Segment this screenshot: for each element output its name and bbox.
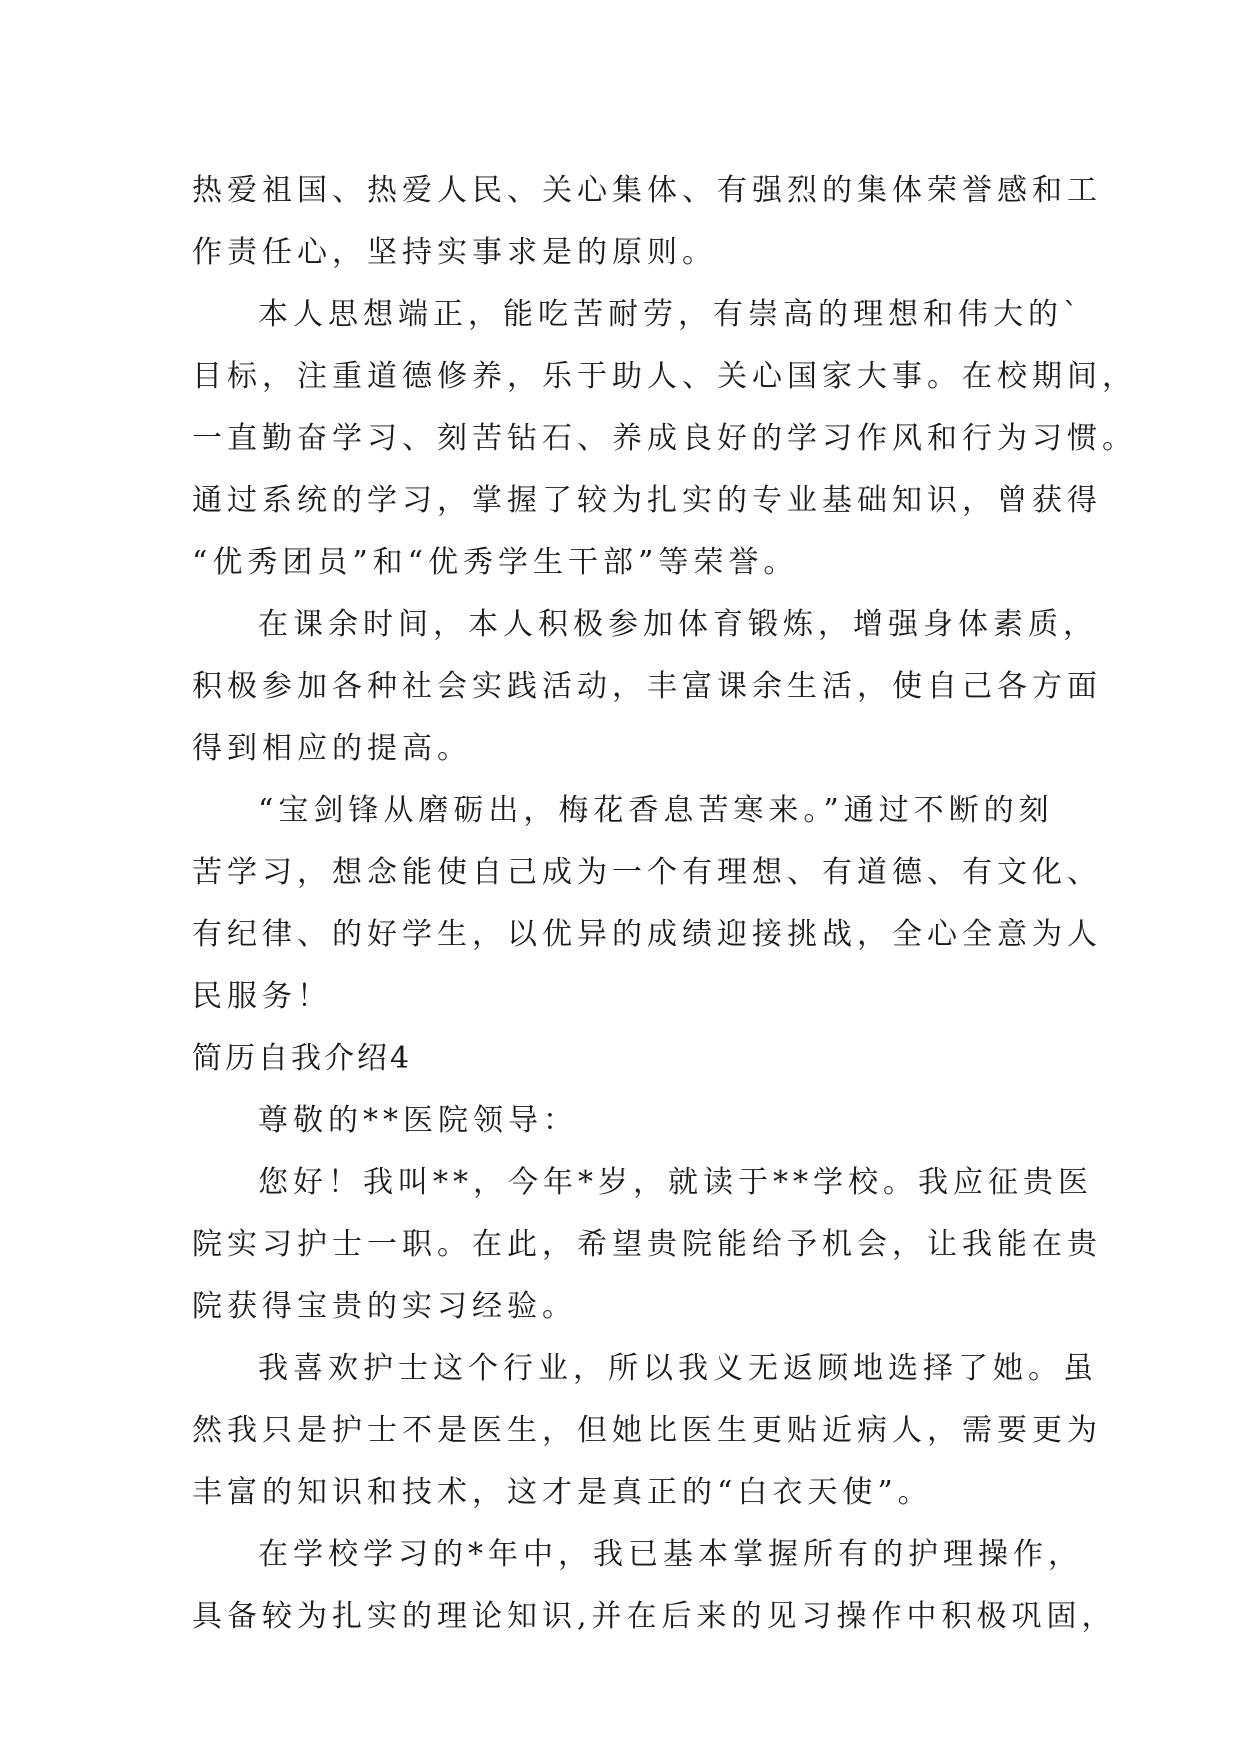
text-line: 丰富的知识和技术，这才是真正的“白衣天使”。 (192, 1475, 933, 1510)
salutation-line: 尊敬的**医院领导： (258, 1103, 578, 1138)
text-line: 目标，注重道德修养，乐于助人、关心国家大事。在校期间， (192, 359, 1137, 394)
text-line: 具备较为扎实的理论知识,并在后来的见习操作中积极巩固， (192, 1599, 1117, 1634)
text-line: 热爱祖国、热爱人民、关心集体、有强烈的集体荣誉感和工 (192, 173, 1102, 208)
paragraph-start-line: “宝剑锋从磨砺出，梅花香息苦寒来。”通过不断的刻 (258, 793, 1054, 828)
document-body (192, 160, 1137, 1648)
text-line: 有纪律、的好学生，以优异的成绩迎接挑战，全心全意为人 (192, 917, 1102, 952)
text-line: 作责任心，坚持实事求是的原则。 (192, 235, 717, 270)
text-line: 得到相应的提高。 (192, 731, 472, 766)
paragraph-start-line: 在课余时间，本人积极参加体育锻炼，增强身体素质， (258, 607, 1098, 642)
text-line: 通过系统的学习，掌握了较为扎实的专业基础知识，曾获得 (192, 483, 1102, 518)
text-line: 院获得宝贵的实习经验。 (192, 1289, 577, 1324)
text-line: 积极参加各种社会实践活动，丰富课余生活，使自己各方面 (192, 669, 1102, 704)
paragraph-start-line: 本人思想端正，能吃苦耐劳，有崇高的理想和伟大的` (258, 297, 1083, 332)
paragraph-start-line: 我喜欢护士这个行业，所以我义无返顾地选择了她。虽 (258, 1351, 1098, 1386)
text-line: 苦学习，想念能使自己成为一个有理想、有道德、有文化、 (192, 855, 1102, 890)
text-line: “优秀团员”和“优秀学生干部”等荣誉。 (192, 545, 799, 580)
text-line: 院实习护士一职。在此，希望贵院能给予机会，让我能在贵 (192, 1227, 1102, 1262)
paragraph-start-line: 您好！我叫**，今年*岁，就读于**学校。我应征贵医 (258, 1165, 1093, 1200)
section-heading: 简历自我介绍4 (192, 1041, 413, 1076)
text-line: 然我只是护士不是医生，但她比医生更贴近病人，需要更为 (192, 1413, 1102, 1448)
text-line: 一直勤奋学习、刻苦钻石、养成良好的学习作风和行为习惯。 (192, 421, 1137, 456)
text-line: 民服务！ (192, 979, 332, 1014)
paragraph-start-line: 在学校学习的*年中，我已基本掌握所有的护理操作， (258, 1537, 1083, 1572)
